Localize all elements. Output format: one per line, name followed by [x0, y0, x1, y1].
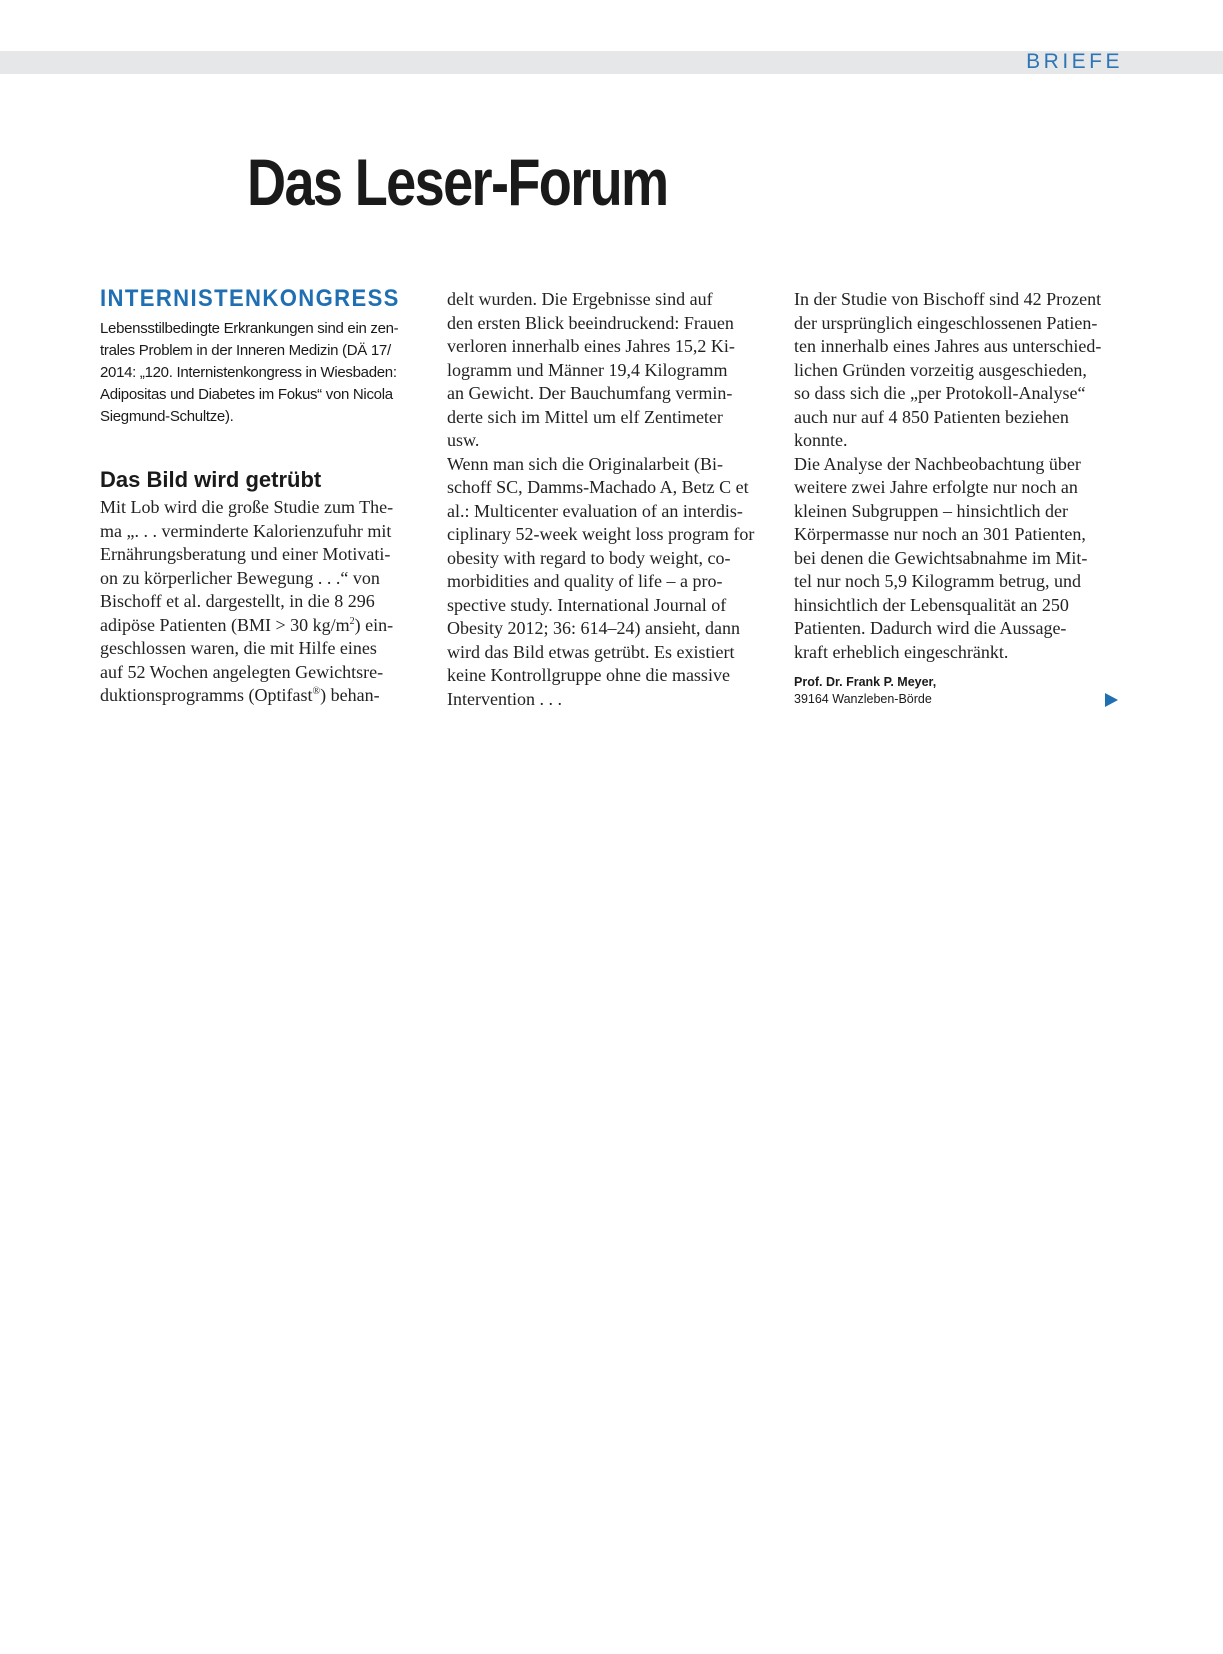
body-line: der ursprünglich eingeschlossenen Patien- [794, 312, 1098, 333]
body-line: delt wurden. Die Ergebnisse sind auf [447, 289, 713, 309]
body-line-part: duktionsprogramms (Optifast [100, 685, 313, 705]
body-line: bei denen die Gewichtsabnahme im Mit- [794, 547, 1088, 568]
continue-arrow-icon [1105, 693, 1118, 707]
body-line: Körpermasse nur noch an 301 Patienten, [794, 524, 1086, 544]
body-line: Mit Lob wird die große Studie zum The- [100, 497, 394, 517]
body-text-col1 [100, 496, 430, 708]
body-line: den ersten Blick beeindruckend: Frauen [447, 312, 734, 333]
body-line: Ernährungsberatung und einer Motivati- [100, 544, 391, 564]
body-line: ciplinary 52-week weight loss program for [447, 524, 755, 544]
body-line: lichen Gründen vorzeitig ausgeschieden, [794, 359, 1087, 380]
intro-line: Lebensstilbedingte Erkrankungen sind ein zen- [100, 320, 399, 337]
body-line: kraft erheblich eingeschränkt. [794, 641, 1009, 662]
body-text-col2 [447, 288, 780, 711]
body-line: on zu körperlicher Bewegung . . .“ von [100, 567, 380, 588]
body-line: hinsichtlich der Lebensqualität an 250 [794, 594, 1069, 615]
body-line: auch nur auf 4 850 Patienten beziehen [794, 406, 1069, 427]
body-line-part: adipöse Patienten (BMI > 30 kg/m [100, 614, 350, 635]
body-line: an Gewicht. Der Bauchumfang vermin- [447, 383, 733, 403]
author-name: Prof. Dr. Frank P. Meyer, [794, 675, 937, 689]
superscript: 2 [349, 615, 355, 627]
body-line: morbidities and quality of life – a pro- [447, 571, 723, 591]
body-line: obesity with regard to body weight, co- [447, 547, 731, 568]
author-place: 39164 Wanzleben-Börde [794, 692, 932, 706]
superscript: ® [312, 686, 321, 697]
body-line: tel nur noch 5,9 Kilogramm betrug, und [794, 571, 1081, 591]
author-signature [794, 674, 1124, 708]
body-line: weitere zwei Jahre erfolgte nur noch an [794, 477, 1078, 497]
body-line: kleinen Subgruppen – hinsichtlich der [794, 500, 1068, 521]
body-line: spective study. International Journal of [447, 594, 727, 615]
column-1 [100, 284, 430, 708]
body-line [100, 684, 430, 708]
intro-text [100, 318, 430, 428]
body-line: ma „. . . verminderte Kalorienzufuhr mit [100, 520, 392, 541]
page-title: Das Leser-Forum [247, 145, 668, 219]
article-headline: Das Bild wird getrübt [100, 467, 322, 492]
body-line: keine Kontrollgruppe ohne die massive [447, 665, 730, 685]
section-label: BRIEFE [1026, 50, 1123, 73]
body-line: al.: Multicenter evaluation of an interdis- [447, 500, 743, 521]
column-3 [794, 288, 1124, 708]
body-text-col3 [794, 288, 1124, 664]
body-line-part: ) ein- [354, 614, 394, 635]
topic-kicker: INTERNISTENKONGRESS [100, 285, 400, 312]
body-line-part: ) behan- [320, 685, 380, 705]
body-line: so dass sich die „per Protokoll-Analyse“ [794, 383, 1086, 403]
body-line: Die Analyse der Nachbeobachtung über [794, 453, 1081, 474]
body-line: Wenn man sich die Originalarbeit (Bi- [447, 453, 723, 474]
body-line: Bischoff et al. dargestellt, in die 8 296 [100, 591, 375, 611]
body-line: auf 52 Wochen angelegten Gewichtsre- [100, 661, 384, 682]
body-line: In der Studie von Bischoff sind 42 Prozent [794, 289, 1102, 309]
column-2 [447, 288, 780, 711]
intro-line: Adipositas und Diabetes im Fokus“ von Nicola [100, 386, 393, 403]
body-line: usw. [447, 430, 480, 450]
body-line: geschlossen waren, die mit Hilfe eines [100, 638, 377, 658]
body-line: Obesity 2012; 36: 614–24) ansieht, dann [447, 618, 740, 638]
body-line: schoff SC, Damms-Machado A, Betz C et [447, 477, 749, 497]
intro-line: trales Problem in der Inneren Medizin (DÄ 17/ [100, 342, 391, 359]
body-line: derte sich im Mittel um elf Zentimeter [447, 406, 723, 427]
body-line: wird das Bild etwas getrübt. Es existiert [447, 641, 735, 662]
body-line: Patienten. Dadurch wird die Aussage- [794, 618, 1067, 638]
intro-line: Siegmund-Schultze). [100, 408, 234, 425]
body-line: Intervention . . . [447, 688, 562, 709]
intro-line: 2014: „120. Internistenkongress in Wiesbaden: [100, 364, 397, 381]
body-line: logramm und Männer 19,4 Kilogramm [447, 359, 728, 380]
body-line [100, 614, 430, 638]
body-line: ten innerhalb eines Jahres aus unterschied- [794, 336, 1102, 356]
body-line: verloren innerhalb eines Jahres 15,2 Ki- [447, 336, 735, 356]
body-line: konnte. [794, 430, 848, 450]
